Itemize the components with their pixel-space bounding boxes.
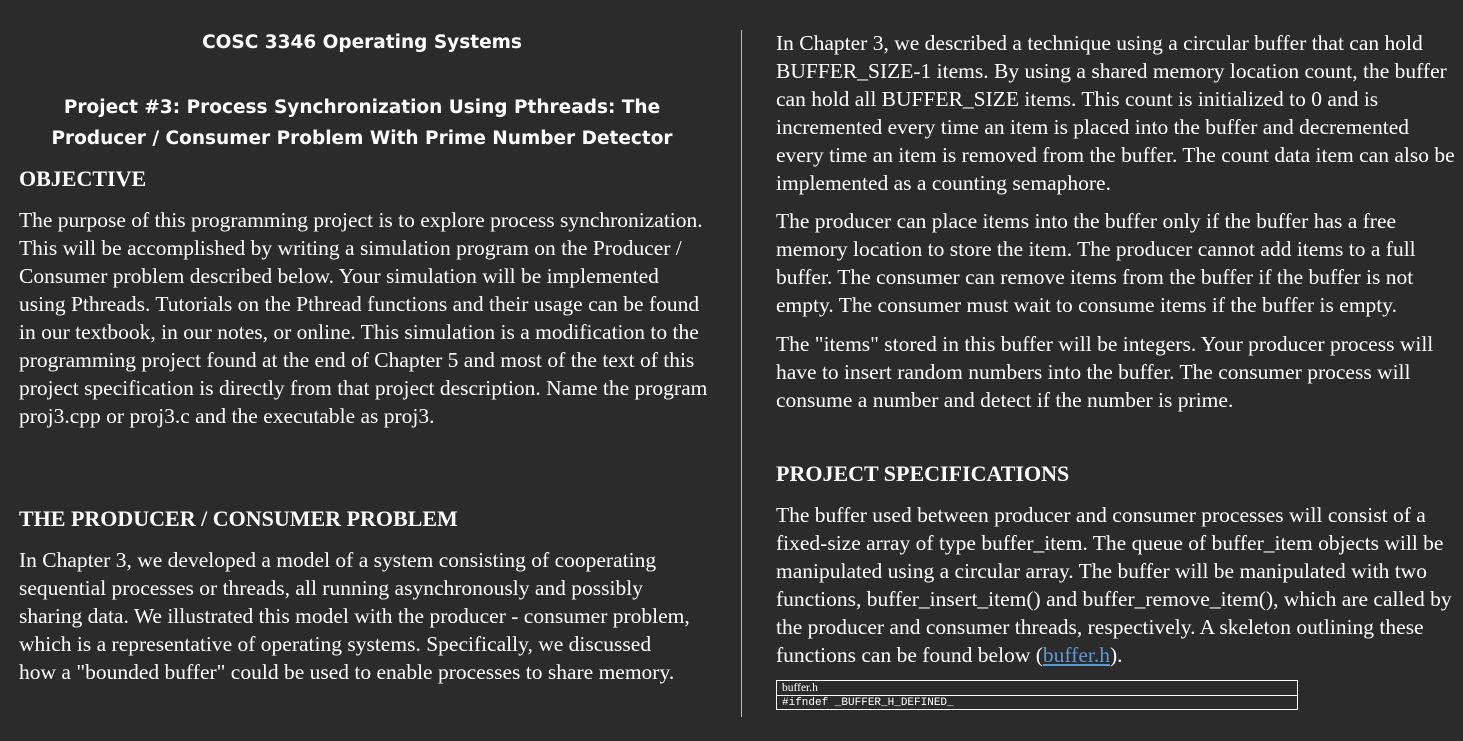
code-listing-box — [776, 680, 1298, 710]
specifications-tail: ). — [1109, 643, 1123, 667]
project-specifications-heading: PROJECT SPECIFICATIONS — [776, 461, 1070, 486]
project-title: Project #3: Process Synchronization Using Pthreads: The Producer / Consumer Problem With Prime Number Detector — [51, 97, 673, 149]
column-divider — [741, 30, 742, 717]
course-title: COSC 3346 Operating Systems — [202, 32, 522, 53]
producer-consumer-paragraph: In Chapter 3, we developed a model of a system consisting of cooperating sequential processes or threads, all running asynchronously and possibly sharing data. We illustrated this model with the producer - consumer problem, which is a representative of operating systems. Specifically, we discussed how a "bounded buffer" could be used to enable processes to share memory. — [19, 548, 690, 684]
specifications-text: The buffer used between producer and consumer processes will consist of a fixed-size array of type buffer_item. The queue of buffer_item objects will be manipulated using a circular array. The buffer will be manipulated with two functions, buffer_insert_item() and buffer_remove_item(), which are called by the producer and consumer threads, respectively. A skeleton outlining these functions can be found below ( — [776, 503, 1452, 667]
producer-consumer-heading: THE PRODUCER / CONSUMER PROBLEM — [19, 506, 458, 531]
objective-heading: OBJECTIVE — [19, 166, 147, 191]
specifications-paragraph — [776, 501, 1458, 669]
objective-paragraph: The purpose of this programming project is to explore process synchronization. This will be accomplished by writing a simulation program on the Producer / Consumer problem described below. Your simulation will be implemented using Pthreads. Tutorials on the Pthread functions and their usage can be found in our textbook, in our notes, or online. This simulation is a modification to the programming project found at the end of Chapter 5 and most of the text of this project specification is directly from that project description. Name the program proj3.cpp or proj3.c and the executable as proj3. — [19, 208, 708, 428]
code-filename: buffer.h — [777, 681, 1297, 696]
code-first-line: #ifndef _BUFFER_H_DEFINED_ — [782, 697, 954, 709]
items-paragraph: The "items" stored in this buffer will be integers. Your producer process will have to insert random numbers into the buffer. The consumer process will consume a number and detect if the number is prime. — [776, 332, 1434, 412]
circular-buffer-paragraph: In Chapter 3, we described a technique using a circular buffer that can hold BUFFER_SIZE-1 items. By using a shared memory location count, the buffer can hold all BUFFER_SIZE items. This count is initialized to 0 and is incremented every time an item is placed into the buffer and decremented every time an item is removed from the buffer. The count data item can also be implemented as a counting semaphore. — [776, 31, 1455, 195]
producer-rules-paragraph: The producer can place items into the buffer only if the buffer has a free memory location to store the item. The producer cannot add items to a full buffer. The consumer can remove items from the buffer if the buffer is not empty. The consumer must wait to consume items if the buffer is empty. — [776, 209, 1416, 317]
buffer-h-link[interactable]: buffer.h — [1042, 643, 1110, 667]
